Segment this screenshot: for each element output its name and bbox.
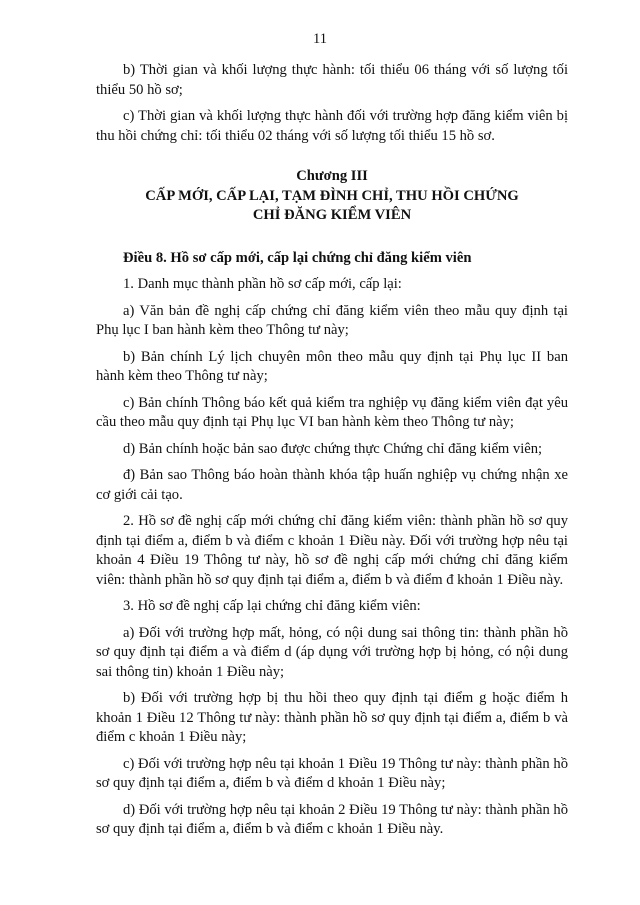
page-number: 11 bbox=[313, 31, 327, 47]
chapter-header bbox=[96, 167, 568, 226]
clause-3-item-c: c) Đối với trường hợp nêu tại khoản 1 Điều 19 Thông tư này: thành phần hồ sơ quy định tại điểm a, điểm b và điểm d khoản 1 Điều này; bbox=[96, 755, 568, 791]
document-body bbox=[96, 61, 568, 847]
clause-2: 2. Hồ sơ đề nghị cấp mới chứng chỉ đăng kiểm viên: thành phần hồ sơ quy định tại điểm a, điểm b và điểm c khoản 1 Điều này. Đối với trường hợp nêu tại khoản 4 Điều 19 Thông tư này, hồ sơ đề nghị cấp mới chứng chỉ đăng kiểm viên: thành phần hồ sơ quy định tại điểm a, điểm b và điểm đ khoản 1 Điều này. bbox=[96, 513, 568, 588]
clause-1: 1. Danh mục thành phần hồ sơ cấp mới, cấp lại: bbox=[123, 276, 402, 292]
chapter-number: Chương III bbox=[296, 168, 368, 184]
chapter-title: CẤP MỚI, CẤP LẠI, TẠM ĐÌNH CHỈ, THU HỒI CHỨNG CHỈ ĐĂNG KIỂM VIÊN bbox=[145, 187, 519, 223]
intro-item-b: b) Thời gian và khối lượng thực hành: tối thiểu 06 tháng với số lượng tối thiểu 50 hồ sơ; bbox=[96, 62, 568, 98]
clause-3-item-a: a) Đối với trường hợp mất, hỏng, có nội dung sai thông tin: thành phần hồ sơ quy định tại điểm a và điểm d (áp dụng với trường hợp bị hỏng, có nội dung sai thông tin) khoản 1 Điều này; bbox=[96, 624, 568, 680]
clause-1-item-b: b) Bản chính Lý lịch chuyên môn theo mẫu quy định tại Phụ lục II ban hành kèm theo Thông tư này; bbox=[96, 348, 568, 384]
clause-1-item-a: a) Văn bản đề nghị cấp chứng chỉ đăng kiểm viên theo mẫu quy định tại Phụ lục I ban hành kèm theo Thông tư này; bbox=[96, 302, 568, 338]
clause-1-item-dd: đ) Bản sao Thông báo hoàn thành khóa tập huấn nghiệp vụ chứng nhận xe cơ giới cải tạo. bbox=[96, 467, 568, 503]
clause-3: 3. Hồ sơ đề nghị cấp lại chứng chỉ đăng kiểm viên: bbox=[123, 598, 421, 614]
clause-1-item-c: c) Bản chính Thông báo kết quả kiểm tra nghiệp vụ đăng kiểm viên đạt yêu cầu theo mẫu quy định tại Phụ lục VI ban hành kèm theo Thông tư này; bbox=[96, 394, 568, 430]
intro-item-c: c) Thời gian và khối lượng thực hành đối với trường hợp đăng kiểm viên bị thu hồi chứng chỉ: tối thiểu 02 tháng với số lượng tối thiểu 15 hồ sơ. bbox=[96, 108, 568, 144]
clause-1-item-d: d) Bản chính hoặc bản sao được chứng thực Chứng chỉ đăng kiểm viên; bbox=[123, 440, 543, 457]
clause-3-item-d: d) Đối với trường hợp nêu tại khoản 2 Điều 19 Thông tư này: thành phần hồ sơ quy định tại điểm a, điểm b và điểm c khoản 1 Điều này. bbox=[96, 801, 568, 837]
article-heading: Điều 8. Hồ sơ cấp mới, cấp lại chứng chỉ đăng kiểm viên bbox=[123, 249, 472, 266]
clause-3-item-b: b) Đối với trường hợp bị thu hồi theo quy định tại điểm g hoặc điểm h khoản 1 Điều 12 Thông tư này: thành phần hồ sơ quy định tại điểm a, điểm b và điểm c khoản 1 Điều này; bbox=[96, 690, 568, 745]
